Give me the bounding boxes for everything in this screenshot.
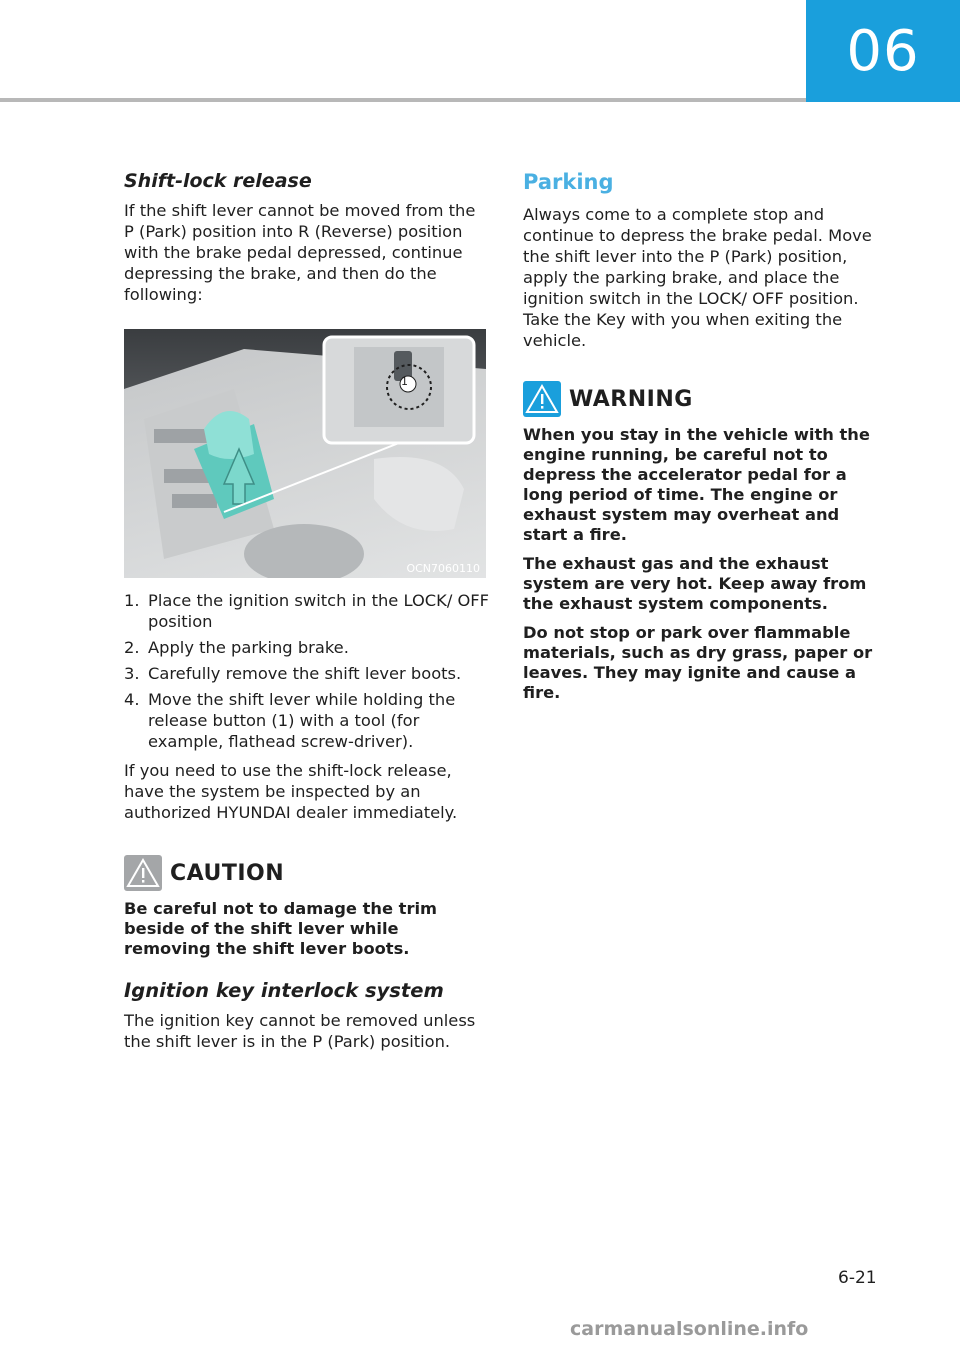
shift-lever-figure xyxy=(124,329,486,578)
interlock-title: Ignition key interlock system xyxy=(124,979,444,1002)
list-item: 3. Carefully remove the shift lever boots. xyxy=(124,664,462,683)
list-item: 2. Apply the parking brake. xyxy=(124,638,349,657)
caution-text: Be careful not to damage the trim beside of the shift lever while removing the shift lever boots. xyxy=(124,899,438,958)
warning-paragraph-2: The exhaust gas and the exhaust system are very hot. Keep away from the exhaust system components. xyxy=(523,554,867,613)
header-rule xyxy=(0,98,806,102)
shift-lock-followup: If you need to use the shift-lock release, have the system be inspected by an authorized HYUNDAI dealer immediately. xyxy=(124,761,458,822)
page-number: 6-21 xyxy=(838,1268,877,1288)
list-item: 4. Move the shift lever while holding the release button (1) with a tool (for example, flathead screw-driver). xyxy=(124,690,456,751)
watermark: carmanualsonline.info xyxy=(570,1318,809,1340)
parking-text: Always come to a complete stop and continue to depress the brake pedal. Move the shift lever into the P (Park) position, apply the parking brake, and place the ignition switch in the LOCK/ OFF position. Take the Key with you when exiting the vehicle. xyxy=(523,205,872,350)
steps-list xyxy=(124,590,490,752)
left-column xyxy=(124,170,490,1052)
caution-title: CAUTION xyxy=(170,860,285,886)
shift-lock-intro: If the shift lever cannot be moved from the P (Park) position into R (Reverse) position with the brake pedal depressed, continue depressing the brake, and then do the following: xyxy=(124,201,476,304)
warning-header xyxy=(523,381,889,417)
warning-icon xyxy=(523,381,561,417)
parking-title: Parking xyxy=(523,170,614,194)
warning-title: WARNING xyxy=(569,386,693,412)
shift-lever-illustration xyxy=(124,329,486,578)
chapter-tab: 06 xyxy=(806,0,960,102)
warning-paragraph-1: When you stay in the vehicle with the engine running, be careful not to depress the accelerator pedal for a long period of time. The engine or exhaust system may overheat and start a fire. xyxy=(523,425,870,544)
right-column xyxy=(523,170,889,712)
interlock-text: The ignition key cannot be removed unless the shift lever is in the P (Park) position. xyxy=(124,1011,476,1051)
list-item: 1. Place the ignition switch in the LOCK/ OFF position xyxy=(124,591,490,631)
caution-warning-icon xyxy=(124,855,162,891)
figure-code: OCN7060110 xyxy=(406,562,480,575)
shift-lock-title: Shift-lock release xyxy=(124,170,312,192)
caution-header xyxy=(124,855,490,891)
warning-paragraph-3: Do not stop or park over flammable materials, such as dry grass, paper or leaves. They may ignite and cause a fire. xyxy=(523,623,873,702)
callout-number: 1 xyxy=(401,375,408,388)
